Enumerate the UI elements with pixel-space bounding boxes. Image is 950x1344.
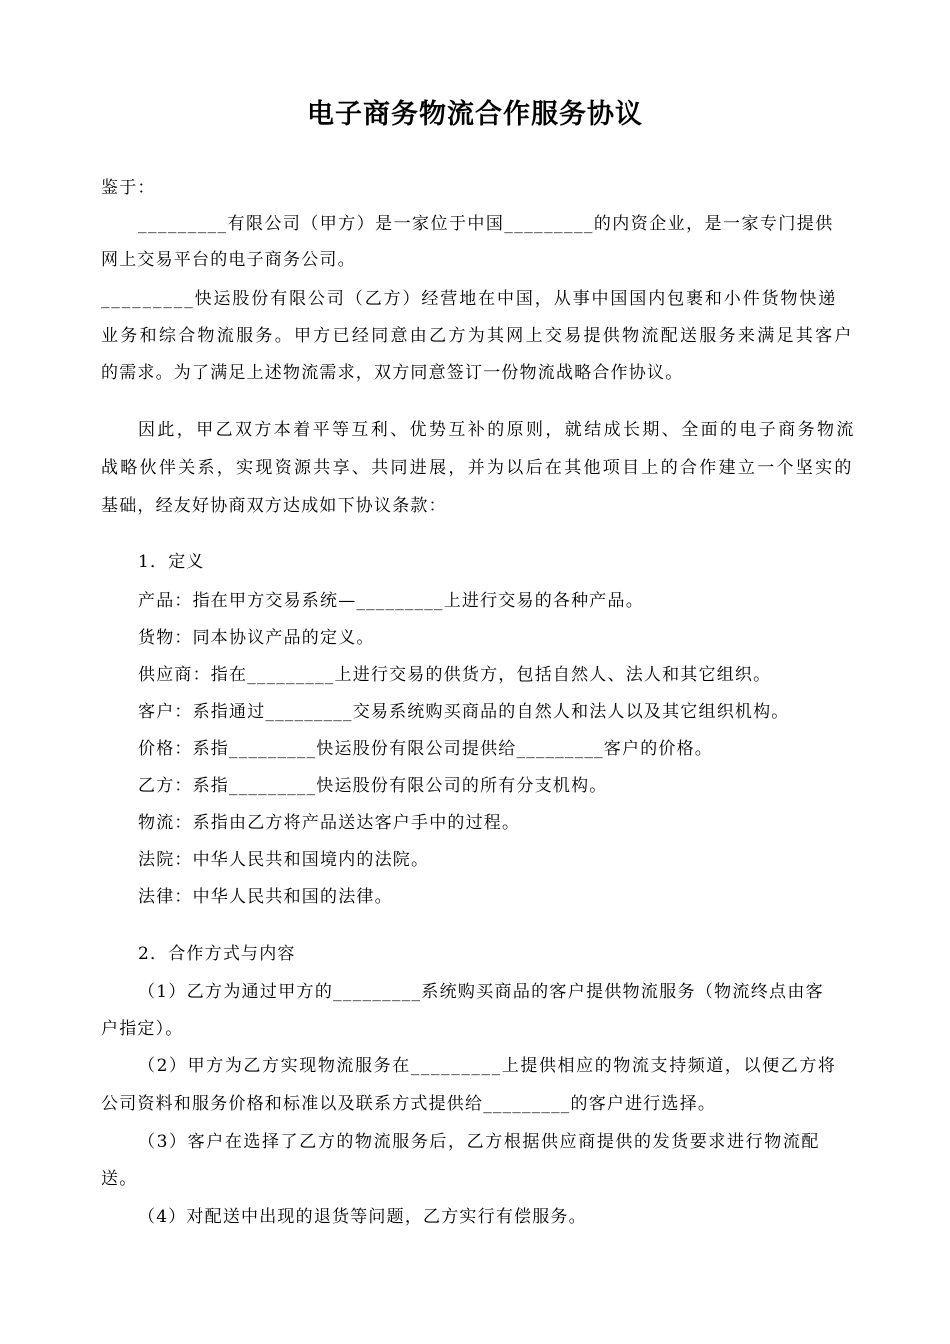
definition-line: 法律：中华人民共和国的法律。 [138,887,393,907]
definition-line: 法院：中华人民共和国境内的法院。 [138,850,430,870]
definition-line: 货物：同本协议产品的定义。 [138,628,375,648]
definition-line: 价格：系指_________快运股份有限公司提供给_________客户的价格。 [138,739,713,759]
clause-line: （4）对配送中出现的退货等问题，乙方实行有偿服务。 [138,1207,587,1227]
section-heading: 1．定义 [138,552,205,572]
definition-line: 客户：系指通过_________交易系统购买商品的自然人和法人以及其它组织机构。 [138,702,790,722]
clause-line: （3）客户在选择了乙方的物流服务后，乙方根据供应商提供的发货要求进行物流配 [138,1132,821,1152]
paragraph-line: 战略伙伴关系，实现资源共享、共同进展，并为以后在其他项目上的合作建立一个坚实的 [101,458,854,478]
clause-line: （2）甲方为乙方实现物流服务在_________上提供相应的物流支持频道，以便乙方将 [138,1056,837,1076]
paragraph-line: 网上交易平台的电子商务公司。 [101,250,356,270]
clause-line: 户指定）。 [101,1019,184,1039]
definition-line: 产品：指在甲方交易系统—_________上进行交易的各种产品。 [138,591,644,611]
definition-line: 乙方：系指_________快运股份有限公司的所有分支机构。 [138,776,608,796]
paragraph-line: 因此，甲乙双方本着平等互利、优势互补的原则，就结成长期、全面的电子商务物流 [138,420,856,440]
paragraph-line: 的需求。为了满足上述物流需求，双方同意签订一份物流战略合作协议。 [101,363,684,383]
paragraph-line: _________快运股份有限公司（乙方）经营地在中国，从事中国国内包裹和小件货物快递 [101,289,838,309]
preamble-heading: 鉴于： [101,178,156,198]
paragraph-line: 业务和综合物流服务。甲方已经同意由乙方为其网上交易提供物流配送服务来满足其客户 [101,326,854,346]
paragraph-line: _________有限公司（甲方）是一家位于中国_________的内资企业，是一家专门提供 [138,214,834,234]
clause-line: （1）乙方为通过甲方的_________系统购买商品的客户提供物流服务（物流终点由客 [138,982,824,1002]
definition-line: 物流：系指由乙方将产品送达客户手中的过程。 [138,813,521,833]
clause-line: 送。 [101,1169,138,1189]
definition-line: 供应商：指在_________上进行交易的供货方，包括自然人、法人和其它组织。 [138,665,772,685]
paragraph-line: 基础，经友好协商双方达成如下协议条款： [101,496,447,516]
clause-line: 公司资料和服务价格和标准以及联系方式提供给_________的客户进行选择。 [101,1094,717,1114]
document-title: 电子商务物流合作服务协议 [307,99,643,130]
section-heading: 2．合作方式与内容 [138,944,296,964]
